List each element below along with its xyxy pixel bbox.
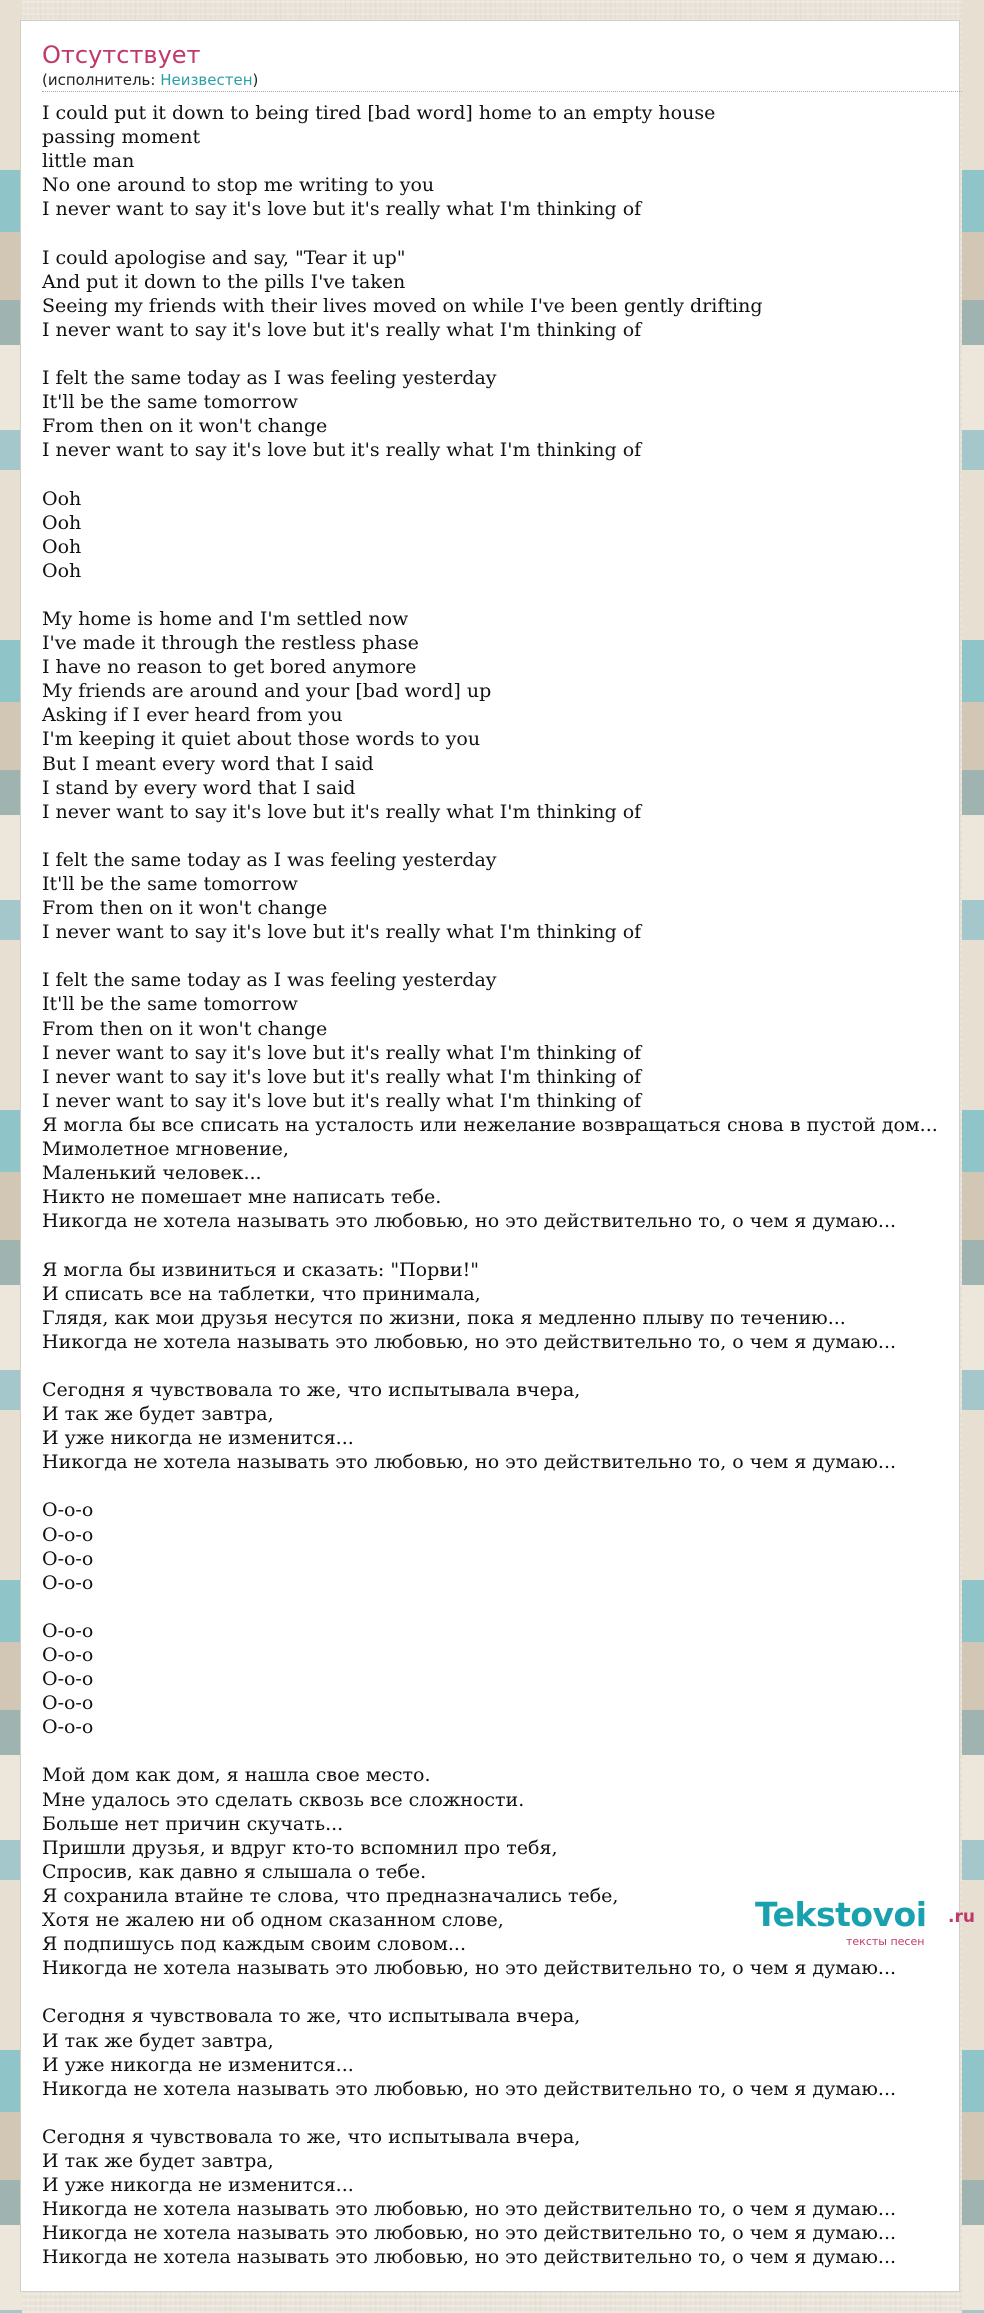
artist-suffix: )	[252, 71, 259, 89]
logo-name: Tekstovoi	[755, 1895, 927, 1934]
artist-link[interactable]: Неизвестен	[160, 71, 253, 89]
lyrics-card	[20, 20, 975, 2292]
artist-prefix: (исполнитель:	[42, 71, 161, 89]
logo-tagline: тексты песен	[846, 1935, 925, 1948]
logo-tld: .ru	[948, 1907, 975, 1927]
artist-line	[42, 71, 962, 92]
background-stripes-left	[0, 0, 22, 2313]
site-logo[interactable]	[755, 1895, 975, 1955]
lyrics-text: I could put it down to being tired [bad word] home to an empty house passing moment little man No one around to stop me writing to you I never want to say it's love but it's really what I'm thinking of I could apologise and say, "Tear it up" And put it down to the pills I've taken Seeing my friends with their lives moved on while I've been gently drifting I never want to say it's love but it's really what I'm thinking of I felt the same today as I was feeling yesterday It'll be the same tomorrow From then on it won't change I never want to say it's love but it's really what I'm thinking of Ooh Ooh Ooh Ooh My home is home and I'm settled now I've made it through the restless phase I have no reason to get bored anymore My friends are around and your [bad word] up Asking if I ever heard from you I'm keeping it quiet about those words to you But I meant every word that I said I stand by every word that I said I never want to say it's love but it's really what I'm thinking of I felt the same today as I was feeling yesterday It'll be the same tomorrow From then on it won't change I never want to say it's love but it's really what I'm thinking of I felt the same today as I was feeling yesterday It'll be the same tomorrow From then on it won't change I never want to say it's love but it's really what I'm thinking of I never want to say it's love but it's really what I'm thinking of I never want to say it's love but it's really what I'm thinking of Я могла бы все списать на усталость или нежелание возвращаться снова в пустой дом... Мимолетное мгновение, Маленький человек... Никто не помешает мне написать тебе. Никогда не хотела называть это любовью, но это действительно то, о чем я думаю... Я могла бы извиниться и сказать: "Порви!" И списать все на таблетки, что принимала, Глядя, как мои друзья несутся по жизни, пока я медленно плыву по течению... Никогда не хотела называть это любовью, но это действительно то, о чем я думаю... Сегодня я чувствовала то же, что испытывала вчера, И так же будет завтра, И уже никогда не изменится... Никогда не хотела называть это любовью, но это действительно то, о чем я думаю... О-о-о О-о-о О-о-о О-о-о О-о-о О-о-о О-о-о О-о-о О-о-о Мой дом как дом, я нашла свое место. Мне удалось это сделать сквозь все сложности. Больше нет причин скучать... Пришли друзья, и вдруг кто-то вспомнил про тебя, Спросив, как давно я слышала о тебе. Я сохранила втайне те слова, что предназначались тебе, Хотя не жалею ни об одном сказанном слове, Я подпишусь под каждым своим словом... Никогда не хотела называть это любовью, но это действительно то, о чем я думаю... Сегодня я чувствовала то же, что испытывала вчера, И так же будет завтра, И уже никогда не изменится... Никогда не хотела называть это любовью, но это действительно то, о чем я думаю... Сегодня я чувствовала то же, что испытывала вчера, И так же будет завтра, И уже никогда не изменится... Никогда не хотела называть это любовью, но это действительно то, о чем я думаю... Никогда не хотела называть это любовью, но это действительно то, о чем я думаю... Никогда не хотела называть это любовью, но это действительно то, о чем я думаю...	[42, 102, 938, 2269]
song-title: Отсутствует	[42, 41, 201, 69]
